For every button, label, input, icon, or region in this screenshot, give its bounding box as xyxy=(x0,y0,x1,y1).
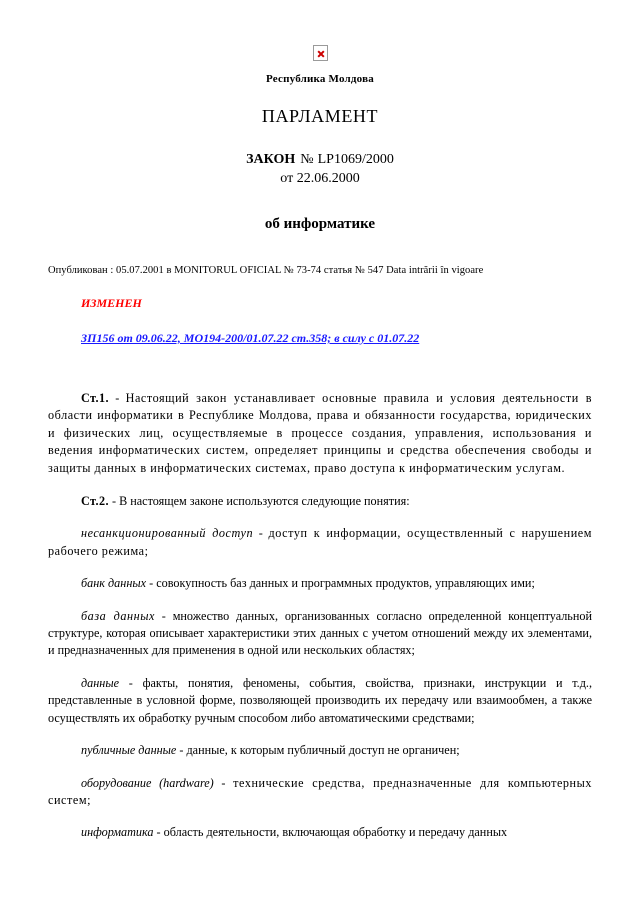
definition-text: доступ к информации, осуществленный с нарушением рабочего режима; xyxy=(48,526,592,558)
article-2-separator: - xyxy=(108,494,120,509)
article-1-number: Ст.1. xyxy=(81,391,109,405)
law-number-line xyxy=(48,152,592,168)
definition-text: факты, понятия, феномены, события, свойства, признаки, инструкции и т.д., представленные в условной форме, позволяющей производить их передачу или взаимообмен, а также осуществлять их обработку ручным способом либо автоматическими средствами; xyxy=(48,675,592,725)
definition-text: множество данных, организованных согласно определенной концептуальной структуре, которая описывает характеристики этих данных с учетом отношений между их элементами, и предназначенных для применения в одной или нескольких областях; xyxy=(48,608,592,658)
republic-heading: Республика Молдова xyxy=(266,73,374,85)
broken-image-icon xyxy=(313,45,328,61)
definition-separator: - xyxy=(154,608,173,623)
definition-item xyxy=(48,742,592,759)
amended-status-badge: ИЗМЕНЕН xyxy=(81,296,142,310)
amendment-link[interactable]: ЗП156 от 09.06.22, МО194-200/01.07.22 ст.358; в силу с 01.07.22 xyxy=(81,331,420,345)
definition-term: оборудование (hardware) xyxy=(81,775,214,790)
article-1-separator: - xyxy=(108,391,126,405)
law-number-value: LP1069/2000 xyxy=(317,152,394,167)
publication-info: Опубликован : 05.07.2001 в MONITORUL OFICIAL № 73-74 статья № 547 Data intrării în vigoare xyxy=(48,265,484,276)
law-date: от 22.06.2000 xyxy=(280,171,360,186)
document-masthead xyxy=(48,0,592,233)
definition-text: технические средства, предназначенные для компьютерных систем; xyxy=(48,775,593,807)
definition-term: данные xyxy=(81,675,120,690)
page-title: об информатике xyxy=(264,216,376,232)
parliament-heading: ПАРЛАМЕНТ xyxy=(261,106,379,126)
definition-term: банк данных xyxy=(81,576,147,591)
definition-separator: - xyxy=(213,775,234,790)
definition-item xyxy=(48,824,592,841)
definition-term: публичные данные xyxy=(81,743,177,758)
article-2-text: В настоящем законе используются следующие понятия: xyxy=(119,494,410,509)
definition-separator: - xyxy=(176,743,187,758)
article-1-text: Настоящий закон устанавливает основные правила и условия деятельности в области информатики в Республике Молдова, права и обязанности государства, юридических и физических лиц, осуществляемые в процессе создания, управления, использования и ведения информатических систем, определяет принципы и средства обеспечения свободы и защиты данных в информатических системах, право доступа к информатическим услугам. xyxy=(48,391,592,475)
definition-term: несанкционированный доступ xyxy=(81,526,254,541)
definition-text: область деятельности, включающая обработку и передачу данных xyxy=(163,825,508,840)
definition-item xyxy=(48,675,592,727)
definition-text: данные, к которым публичный доступ не органичен; xyxy=(186,743,460,758)
definition-separator: - xyxy=(153,825,164,840)
law-number-sign: № xyxy=(300,152,314,167)
definition-separator: - xyxy=(119,675,143,690)
definition-item xyxy=(48,575,592,592)
law-label: ЗАКОН xyxy=(246,152,296,167)
article-2-number: Ст.2. xyxy=(81,494,109,509)
article-1 xyxy=(48,390,592,477)
definition-term: база данных xyxy=(81,608,155,623)
definition-item xyxy=(48,775,592,810)
definition-separator: - xyxy=(253,526,269,541)
definition-item xyxy=(48,525,592,560)
article-2 xyxy=(48,493,592,510)
definition-term: информатика xyxy=(81,825,154,840)
definition-text: совокупность баз данных и программных продуктов, управляющих ими; xyxy=(156,576,535,591)
definition-separator: - xyxy=(146,576,157,591)
definition-item xyxy=(48,608,592,660)
